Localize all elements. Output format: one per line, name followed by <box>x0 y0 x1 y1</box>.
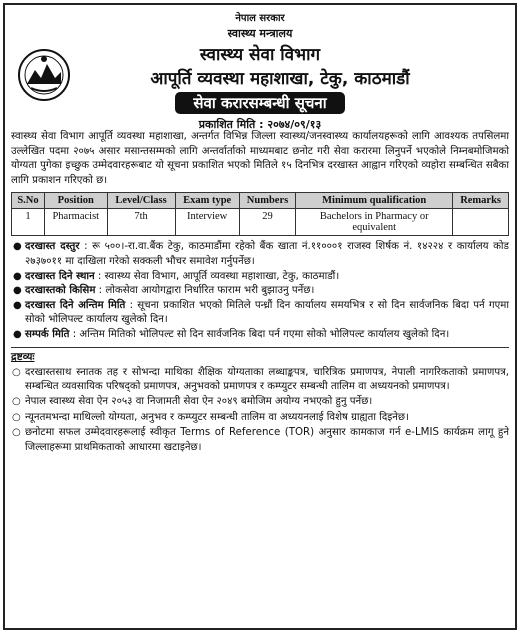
ring-bullet-icon: ○ <box>12 427 21 439</box>
cell-exam-type: Interview <box>175 209 239 236</box>
item-text: : लोकसेवा आयोगद्वारा निर्धारित फाराम भरी बुझाउनु पर्नेछ। <box>95 285 315 297</box>
notice-header <box>11 8 509 131</box>
notes-title: द्रष्टव्यः <box>11 350 35 363</box>
table-header-row <box>12 193 509 209</box>
note-item <box>11 366 509 395</box>
item-text: : स्वास्थ्य सेवा विभाग, आपूर्ति व्यवस्था महाशाखा, टेकु, काठमाडौं। <box>94 270 340 282</box>
cell-sno: 1 <box>12 209 45 236</box>
item-text: : सूचना प्रकाशित भएको मितिले पन्ध्रौं दिन कार्यालय समयभित्र र सो दिन सार्वजनिक बिदा पर्न गएमा सोको भोलिपल्ट कार्यालय खुलेको दिन। <box>25 299 509 326</box>
column-header: S.No <box>12 193 45 209</box>
table-row <box>12 209 509 236</box>
cell-qualification: Bachelors in Pharmacy or equivalent <box>296 209 453 236</box>
note-text: दरखास्तसाथ स्नातक तह र सोभन्दा माथिका शैक्षिक योग्यताका लब्धाङ्कपत्र, चारित्रिक प्रमाणपत्र, नेपाली नागरिकताको प्रमाणपत्र, सम्बन्धित व्यवसायिक परिषद्को प्रमाणपत्र, अनुभवको प्रमाणपत्र र कम्प्युटर सम्बन्धी तालिम वा अध्ययनको प्रमाणपत्र। <box>25 366 509 392</box>
government-name: नेपाल सरकार <box>235 13 285 24</box>
column-header: Exam type <box>175 193 239 209</box>
cell-position: Pharmacist <box>45 209 108 236</box>
item-label: दरखास्तको किसिम <box>25 285 96 297</box>
ministry-name: स्वास्थ्य मन्त्रालय <box>227 27 293 40</box>
office-name: आपूर्ति व्यवस्था महाशाखा, टेकु, काठमाडौं <box>150 69 410 89</box>
publish-date: प्रकाशित मिति : २०७४/०९/१३ <box>198 118 322 131</box>
item-text: : अन्तिम मितिको भोलिपल्ट सो दिन सार्वजनिक बिदा पर्न गएमा सोको भोलिपल्ट कार्यालय खुलेको दिन। <box>69 328 450 340</box>
nepal-emblem-icon <box>17 48 71 102</box>
notes-list <box>11 366 509 455</box>
ring-bullet-icon: ○ <box>12 396 21 408</box>
note-text: नेपाल स्वास्थ्य सेवा ऐन २०५३ वा निजामती सेवा ऐन २०४९ बमोजिम अयोग्य नभएको हुनु पर्नेछ। <box>25 396 373 408</box>
note-item <box>11 426 509 455</box>
vacancy-table <box>11 192 509 236</box>
bullet-dot: ● <box>13 328 22 340</box>
notice-banner: सेवा करारसम्बन्धी सूचना <box>175 92 344 114</box>
list-item <box>11 328 509 343</box>
intro-paragraph: स्वास्थ्य सेवा विभाग आपूर्ति व्यवस्था महाशाखा, अन्तर्गत विभिन्न जिल्ला स्वास्थ्य/जनस्वास्थ्य कार्यालयहरूको लागि आवश्यक तपसिलमा उल्लेखित पदमा २०७५ असार मसान्तसम्मको लागि अन्तर्वार्ताको माध्यमबाट छनोट गरी सेवा करारमा लिनुपर्ने भएकोले निम्नबमोजिमको योग्यता पुगेका इच्छुक उम्मेदवारहरूबाट यो सूचना प्रकाशित भएको मितिले १५ दिनभित्र दरखास्त आह्वान गरिएको व्यहोरा सम्बन्धित सबैका लागि प्रकाशन गरिएको छ। <box>11 131 509 186</box>
column-header: Numbers <box>239 193 295 209</box>
ring-bullet-icon: ○ <box>12 366 21 378</box>
department-name: स्वास्थ्य सेवा विभाग <box>199 45 321 65</box>
note-item <box>11 395 509 409</box>
cell-level: 7th <box>107 209 175 236</box>
item-label: सम्पर्क मिति <box>25 328 70 340</box>
list-item <box>11 270 509 285</box>
item-text: : रू ५००।-रा.वा.बैंक टेकु, काठमाडौंमा रहेको बैंक खाता नं.११०००१ राजस्व शिर्षक नं. १४२२४ र कार्यालय कोड २७३७०११ मा दाखिला गरेको सक्कली भौचर समावेश गर्नुपर्नेछ। <box>25 241 509 267</box>
list-item <box>11 240 509 269</box>
column-header: Position <box>45 193 108 209</box>
item-label: दरखास्त दस्तुर <box>25 241 80 253</box>
list-item <box>11 299 509 328</box>
column-header: Minimum qualification <box>296 193 453 209</box>
list-item <box>11 284 509 299</box>
details-list <box>11 240 509 342</box>
bullet-dot: ● <box>13 299 22 311</box>
notes-section <box>11 347 509 455</box>
cell-remarks <box>453 209 509 236</box>
item-label: दरखास्त दिने स्थान <box>25 270 95 282</box>
item-label: दरखास्त दिने अन्तिम मिति <box>25 299 126 311</box>
bullet-dot: ● <box>13 285 22 297</box>
ring-bullet-icon: ○ <box>12 411 21 423</box>
notice-page <box>3 3 517 630</box>
bullet-dot: ● <box>13 241 22 253</box>
column-header: Level/Class <box>107 193 175 209</box>
note-item <box>11 411 509 425</box>
cell-numbers: 29 <box>239 209 295 236</box>
note-text: न्यूनतमभन्दा माथिल्लो योग्यता, अनुभव र कम्प्युटर सम्बन्धी तालिम वा अध्ययनलाई विशेष ग्राह्यता दिइनेछ। <box>25 411 409 423</box>
column-header: Remarks <box>453 193 509 209</box>
bullet-dot: ● <box>13 270 22 282</box>
note-text: छनोटमा सफल उम्मेदवारहरूलाई स्वीकृत Terms of Reference (TOR) अनुसार कामकाज गर्न e-LMIS कार्यक्रम लागू हुने जिल्लाहरूमा प्राथमिकताको आधारमा खटाइनेछ। <box>25 427 509 453</box>
